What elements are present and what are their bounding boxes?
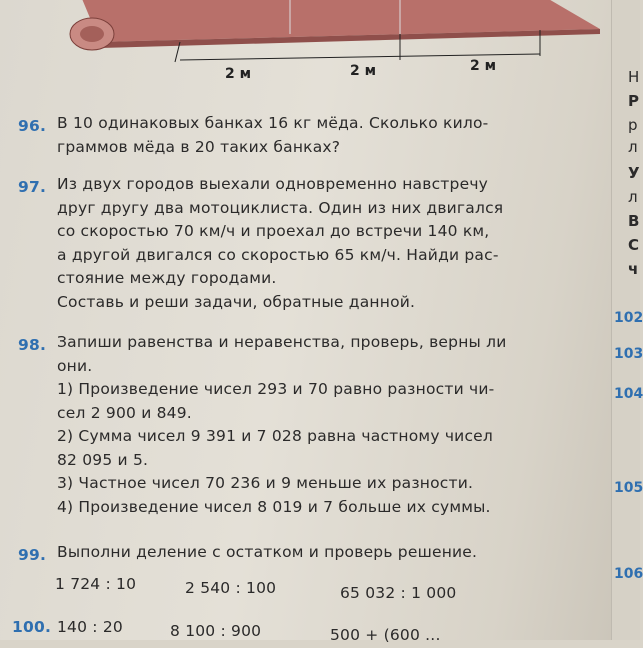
- problem-98-text: [57, 331, 506, 519]
- margin-problem-number: 106: [614, 566, 643, 582]
- problem-100-expression: 8 100 : 900: [170, 622, 262, 640]
- problem-98-line: Запиши равенства и неравенства, проверь, верны ли: [57, 333, 507, 351]
- margin-problem-number: 104: [614, 386, 643, 402]
- problem-100-number: 100.: [12, 618, 52, 636]
- problem-98-line: сел 2 900 и 849.: [57, 403, 192, 422]
- dimension-label-3: 2 м: [470, 58, 497, 74]
- problem-99-number: 99.: [18, 546, 47, 564]
- problem-96-number: 96.: [18, 117, 47, 135]
- margin-problem-number: 103: [614, 346, 643, 362]
- margin-problem-number: 105: [614, 480, 643, 496]
- problem-97-line: Из двух городов выехали одновременно навстречу: [57, 175, 489, 193]
- problem-98-number: 98.: [18, 336, 47, 354]
- problem-97-line: друг другу два мотоциклиста. Один из них двигался: [57, 198, 504, 217]
- problem-97-line: Составь и реши задачи, обратные данной.: [57, 292, 416, 311]
- problem-97-number: 97.: [18, 178, 47, 196]
- margin-letter: л: [628, 188, 638, 206]
- problem-100-expression: 500 + (600 ...: [330, 626, 441, 644]
- problem-97-line: стояние между городами.: [57, 269, 277, 287]
- problem-99-expression: 1 724 : 10: [55, 575, 137, 593]
- margin-letter: л: [628, 138, 638, 156]
- margin-letter: Н: [628, 68, 640, 86]
- problem-98-line: 4) Произведение чисел 8 019 и 7 больше их суммы.: [57, 497, 491, 516]
- problem-96-line: граммов мёда в 20 таких банках?: [57, 137, 341, 156]
- margin-problem-number: 102: [614, 310, 643, 326]
- problem-97-text: [57, 173, 503, 314]
- problem-98-line: они.: [57, 356, 93, 375]
- problem-99-text: Выполни деление с остатком и проверь решение.: [57, 543, 478, 561]
- problem-97-line: со скоростью 70 км/ч и проехал до встречи 140 км,: [57, 222, 490, 240]
- problem-99-expression: 2 540 : 100: [185, 579, 277, 597]
- margin-letter: С: [628, 236, 640, 254]
- dimension-label-1: 2 м: [225, 66, 252, 82]
- problem-98-line: 1) Произведение чисел 293 и 70 равно разности чи-: [57, 380, 495, 398]
- problem-99-expression: 65 032 : 1 000: [340, 584, 457, 602]
- problem-98-line: 3) Частное чисел 70 236 и 9 меньше их разности.: [57, 474, 474, 492]
- problem-96-line: В 10 одинаковых банках 16 кг мёда. Сколько кило-: [57, 114, 489, 132]
- problem-98-line: 2) Сумма чисел 9 391 и 7 028 равна частному чисел: [57, 427, 494, 445]
- margin-letter: У: [628, 164, 640, 182]
- problem-96-text: [57, 112, 488, 159]
- problem-100-expression: 140 : 20: [57, 618, 123, 636]
- margin-letter: р: [628, 116, 638, 134]
- fabric-roll-illustration: [40, 0, 580, 64]
- margin-letter: В: [628, 212, 640, 230]
- problem-97-line: а другой двигался со скоростью 65 км/ч. Найди рас-: [57, 245, 499, 264]
- dimension-label-2: 2 м: [350, 63, 377, 79]
- margin-letter: ч: [628, 260, 639, 278]
- margin-letter: Р: [628, 92, 639, 110]
- problem-98-line: 82 095 и 5.: [57, 450, 149, 469]
